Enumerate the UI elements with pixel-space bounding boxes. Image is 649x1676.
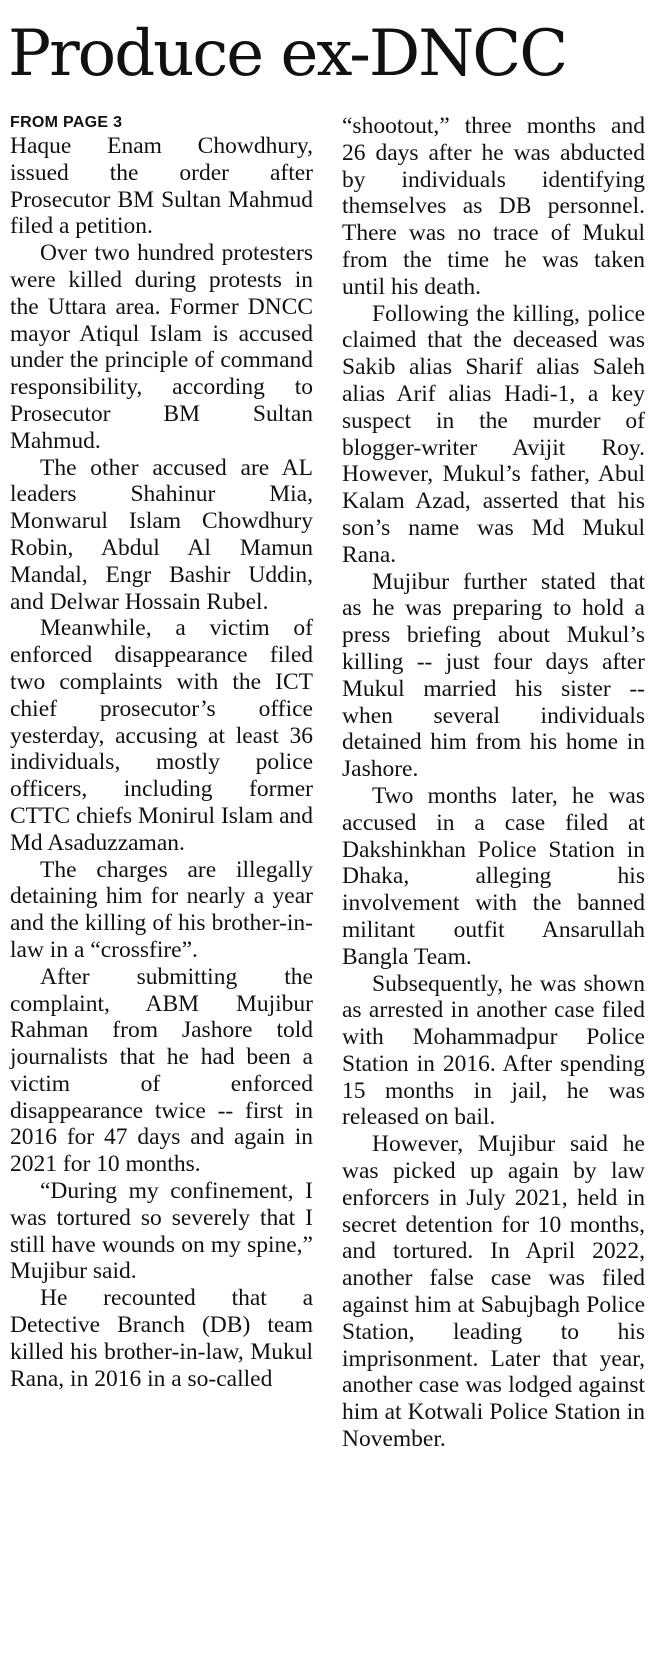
paragraph: However, Mujibur said he was picked up again by law enforcers in July 2021, held in secret detention for 10 months, and tortured. In April 2022, another false case was filed against him at Sabujbagh Police Station, leading to his imprisonment. Later that year, another case was lodged against him at Kotwali Police Station in November. xyxy=(342,1131,645,1453)
paragraph: Following the killing, police claimed that the deceased was Sakib alias Sharif alias Saleh alias Arif alias Hadi-1, a key suspect in the murder of blogger-writer Avijit Roy. However, Mukul’s father, Abul Kalam Azad, asserted that his son’s name was Md Mukul Rana. xyxy=(342,300,645,568)
paragraph: He recounted that a Detective Branch (DB) team killed his brother-in-law, Mukul Rana, in 2016 in a so-called xyxy=(10,1285,313,1392)
paragraph: Over two hundred protesters were killed during protests in the Uttara area. Former DNCC mayor Atiqul Islam is accused under the principle of command responsibility, according to Prosecutor BM Sultan Mahmud. xyxy=(10,240,313,454)
headline: Produce ex-DNCC xyxy=(8,17,567,91)
paragraph: “During my confinement, I was tortured so severely that I still have wounds on my spine,” Mujibur said. xyxy=(10,1178,313,1285)
paragraph: Mujibur further stated that as he was preparing to hold a press briefing about Mukul’s killing -- just four days after Mukul married his sister -- when several individuals detained him from his home in Jashore. xyxy=(342,568,645,783)
paragraph: After submitting the complaint, ABM Mujibur Rahman from Jashore told journalists that he had been a victim of enforced disappearance twice -- first in 2016 for 47 days and again in 2021 for 10 months. xyxy=(10,963,313,1178)
paragraph: The charges are illegally detaining him for nearly a year and the killing of his brother-in-law in a “crossfire”. xyxy=(10,856,313,963)
paragraph: Meanwhile, a victim of enforced disappearance filed two complaints with the ICT chief prosecutor’s office yesterday, accusing at least 36 individuals, mostly police officers, including former CTTC chiefs Monirul Islam and Md Asaduzzaman. xyxy=(10,615,313,856)
paragraph: Two months later, he was accused in a case filed at Dakshinkhan Police Station in Dhaka, alleging his involvement with the banned militant outfit Ansarullah Bangla Team. xyxy=(342,782,645,970)
continuation-kicker: FROM PAGE 3 xyxy=(10,114,123,131)
paragraph: Subsequently, he was shown as arrested in another case filed with Mohammadpur Police Station in 2016. After spending 15 months in jail, he was released on bail. xyxy=(342,970,645,1131)
paragraph: Haque Enam Chowdhury, issued the order after Prosecutor BM Sultan Mahmud filed a petition. xyxy=(10,133,313,240)
paragraph: The other accused are AL leaders Shahinur Mia, Monwarul Islam Chowdhury Robin, Abdul Al Mamun Mandal, Engr Bashir Uddin, and Delwar Hossain Rubel. xyxy=(10,454,313,615)
article-column-right xyxy=(342,113,645,1453)
article-column-left xyxy=(10,113,313,1392)
paragraph: “shootout,” three months and 26 days after he was abducted by individuals identifying themselves as DB personnel. There was no trace of Mukul from the time he was taken until his death. xyxy=(342,113,645,300)
